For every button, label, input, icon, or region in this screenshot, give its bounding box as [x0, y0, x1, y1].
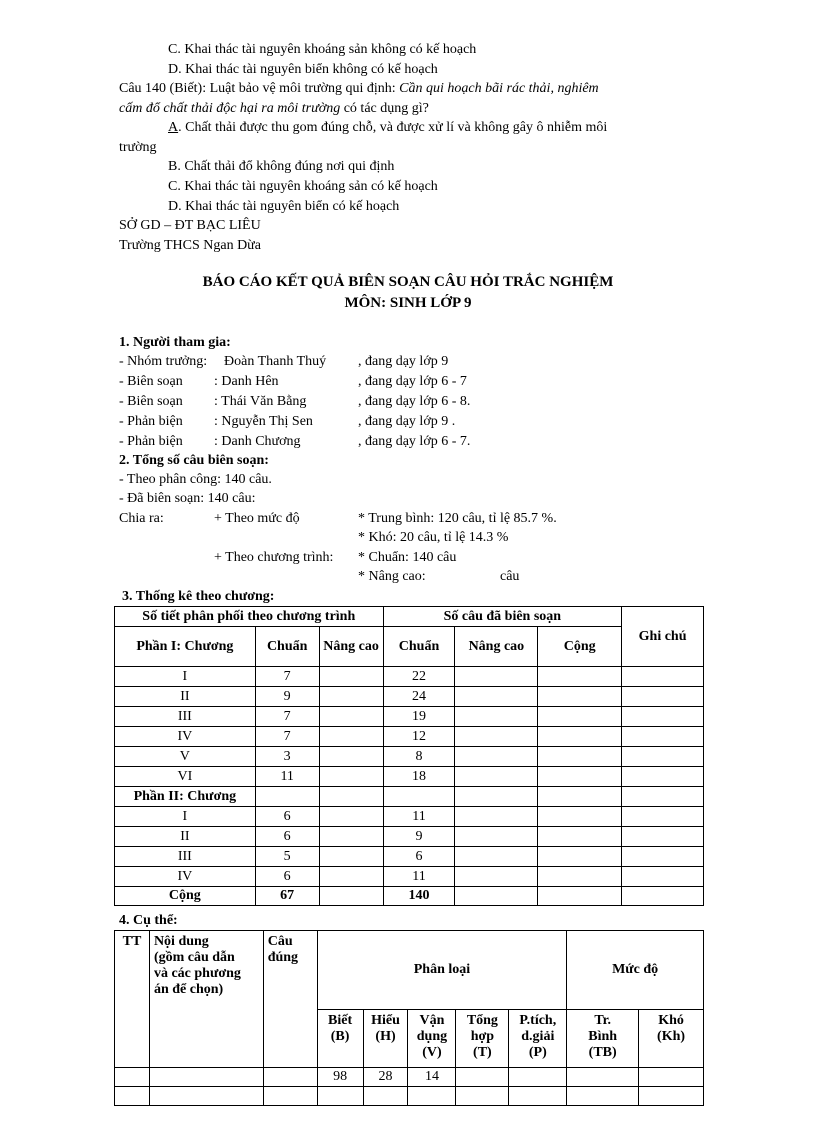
- table-row: [115, 807, 704, 827]
- split-label: Chia ra:: [119, 511, 164, 526]
- question-140: [119, 80, 599, 98]
- chapter-stats-table: [114, 606, 704, 906]
- part2-label: Phần II: Chương: [115, 787, 256, 807]
- question-cell: 24: [383, 687, 455, 707]
- standard-cell: 6: [255, 867, 319, 887]
- know-header: Biết (B): [317, 1010, 363, 1068]
- total-label: Cộng: [115, 887, 256, 906]
- apply-value: 14: [408, 1068, 456, 1087]
- question-140-cont: [119, 100, 429, 118]
- member-role: - Phản biện: [119, 414, 183, 429]
- q140-option-b: B. Chất thải đổ không đúng nơi qui định: [168, 159, 395, 174]
- standard-cell: 11: [255, 767, 319, 787]
- correct-answer-header: Câu đúng: [263, 931, 317, 1068]
- question-cell: 6: [383, 847, 455, 867]
- member-name: : Nguyễn Thị Sen: [214, 414, 313, 429]
- member-name: Đoàn Thanh Thuý: [224, 354, 327, 369]
- section2-heading: 2. Tổng số câu biên soạn:: [119, 453, 269, 468]
- q140-option-c: C. Khai thác tài nguyên khoáng sản có kế hoạch: [168, 179, 438, 194]
- chapter-cell: VI: [115, 767, 256, 787]
- member-name: : Danh Chương: [214, 434, 301, 449]
- sum-header: Cộng: [538, 627, 622, 667]
- note-header: Ghi chú: [622, 607, 704, 667]
- total-row: [115, 887, 704, 906]
- standard-cell: 3: [255, 747, 319, 767]
- advanced-q-header: Nâng cao: [455, 627, 538, 667]
- section4-heading: 4. Cụ thể:: [119, 913, 178, 928]
- header-row: [115, 931, 704, 1010]
- table-row: [115, 1087, 704, 1106]
- table-row: [115, 727, 704, 747]
- understand-value: 28: [363, 1068, 408, 1087]
- standard-cell: 7: [255, 707, 319, 727]
- school: Trường THCS Ngan Dừa: [119, 238, 261, 253]
- member-teaching: , đang dạy lớp 6 - 7: [358, 374, 467, 389]
- part1-header: Phần I: Chương: [115, 627, 256, 667]
- member-role: - Nhóm trưởng:: [119, 354, 208, 369]
- standard-header: Chuẩn: [255, 627, 319, 667]
- table-row: [115, 847, 704, 867]
- standard-cell: 7: [255, 727, 319, 747]
- member-role: - Biên soạn: [119, 374, 183, 389]
- content-header: Nội dung (gồm câu dẫn và các phương án để chọn): [149, 931, 263, 1068]
- member-name: : Thái Văn Bằng: [214, 394, 307, 409]
- member-teaching: , đang dạy lớp 6 - 8.: [358, 394, 471, 409]
- table-row: [115, 1068, 704, 1087]
- total-questions: 140: [383, 887, 455, 906]
- q140-option-a-cont: trường: [119, 140, 157, 155]
- member-teaching: , đang dạy lớp 6 - 7.: [358, 434, 471, 449]
- question-cell: 11: [383, 807, 455, 827]
- tt-header: TT: [115, 931, 150, 1068]
- chapter-cell: IV: [115, 727, 256, 747]
- chapter-cell: III: [115, 707, 256, 727]
- standard-q-header: Chuẩn: [383, 627, 455, 667]
- question-cell: 11: [383, 867, 455, 887]
- advanced-stat: * Nâng cao:: [358, 569, 426, 584]
- member-name: : Danh Hên: [214, 374, 279, 389]
- section1-heading: 1. Người tham gia:: [119, 335, 231, 350]
- subheader-row: [115, 627, 704, 667]
- question-cell: 22: [383, 667, 455, 687]
- chapter-cell: IV: [115, 867, 256, 887]
- table-row: [115, 767, 704, 787]
- q140-italic-1: Cần qui hoạch bãi rác thải, nghiêm: [399, 81, 599, 96]
- detail-table: [114, 930, 704, 1106]
- advanced-unit: câu: [500, 569, 520, 584]
- section3-heading: 3. Thống kê theo chương:: [122, 589, 275, 604]
- report-title: BÁO CÁO KẾT QUẢ BIÊN SOẠN CÂU HỎI TRẮC NGHIỆM: [202, 274, 614, 290]
- written-count: - Đã biên soạn: 140 câu:: [119, 491, 256, 506]
- table-row: [115, 707, 704, 727]
- table-row: [115, 747, 704, 767]
- average-header: Tr. Bình (TB): [567, 1010, 639, 1068]
- header-row: [115, 607, 704, 627]
- chapter-cell: II: [115, 687, 256, 707]
- chapter-cell: I: [115, 807, 256, 827]
- question-cell: 18: [383, 767, 455, 787]
- report-subject: MÔN: SINH LỚP 9: [344, 295, 472, 311]
- table-row: [115, 667, 704, 687]
- by-level-label: + Theo mức độ: [214, 511, 300, 526]
- table-row: [115, 827, 704, 847]
- q140-italic-2: cấm đổ chất thải độc hại ra môi trường: [119, 101, 341, 116]
- member-role: - Biên soạn: [119, 394, 183, 409]
- lessons-header: Số tiết phân phối theo chương trình: [115, 607, 384, 627]
- synthesis-header: Tổng hợp (T): [456, 1010, 509, 1068]
- q140-option-a: [168, 119, 607, 137]
- questions-header: Số câu đã biên soạn: [383, 607, 622, 627]
- hard-header: Khó (Kh): [639, 1010, 704, 1068]
- answer-a-letter: A: [168, 120, 179, 135]
- level-header: Mức độ: [567, 931, 704, 1010]
- classification-header: Phân loại: [317, 931, 567, 1010]
- question-cell: 12: [383, 727, 455, 747]
- standard-cell: 6: [255, 827, 319, 847]
- by-program-label: + Theo chương trình:: [214, 550, 334, 565]
- chapter-cell: V: [115, 747, 256, 767]
- table-row: [115, 867, 704, 887]
- average-stat: * Trung bình: 120 câu, tỉ lệ 85.7 %.: [358, 511, 557, 526]
- answer-a-text: . Chất thải được thu gom đúng chỗ, và được xử lí và không gây ô nhiễm môi: [178, 120, 608, 135]
- total-standard: 67: [255, 887, 319, 906]
- apply-header: Vận dụng (V): [408, 1010, 456, 1068]
- question-cell: 8: [383, 747, 455, 767]
- standard-cell: 5: [255, 847, 319, 867]
- department: SỞ GD – ĐT BẠC LIÊU: [119, 218, 261, 233]
- table-row: [115, 687, 704, 707]
- chapter-cell: I: [115, 667, 256, 687]
- standard-cell: 7: [255, 667, 319, 687]
- understand-header: Hiểu (H): [363, 1010, 408, 1068]
- q139-option-c: C. Khai thác tài nguyên khoáng sản không có kế hoạch: [168, 42, 477, 57]
- analysis-header: P.tích, d.giải (P): [509, 1010, 567, 1068]
- part2-row: [115, 787, 704, 807]
- standard-stat: * Chuẩn: 140 câu: [358, 550, 457, 565]
- q140-suffix: có tác dụng gì?: [340, 101, 429, 116]
- member-teaching: , đang dạy lớp 9: [358, 354, 449, 369]
- q139-option-d: D. Khai thác tài nguyên biển không có kế hoạch: [168, 62, 438, 77]
- question-cell: 9: [383, 827, 455, 847]
- standard-cell: 9: [255, 687, 319, 707]
- standard-cell: 6: [255, 807, 319, 827]
- question-cell: 19: [383, 707, 455, 727]
- q140-option-d: D. Khai thác tài nguyên biển có kế hoạch: [168, 199, 400, 214]
- chapter-cell: II: [115, 827, 256, 847]
- hard-stat: * Khó: 20 câu, tỉ lệ 14.3 %: [358, 530, 509, 545]
- q140-prefix: Câu 140 (Biết): Luật bảo vệ môi trường qui định:: [119, 81, 400, 96]
- assigned-count: - Theo phân công: 140 câu.: [119, 472, 272, 487]
- know-value: 98: [317, 1068, 363, 1087]
- member-role: - Phản biện: [119, 434, 183, 449]
- chapter-cell: III: [115, 847, 256, 867]
- advanced-header: Nâng cao: [319, 627, 383, 667]
- member-teaching: , đang dạy lớp 9 .: [358, 414, 456, 429]
